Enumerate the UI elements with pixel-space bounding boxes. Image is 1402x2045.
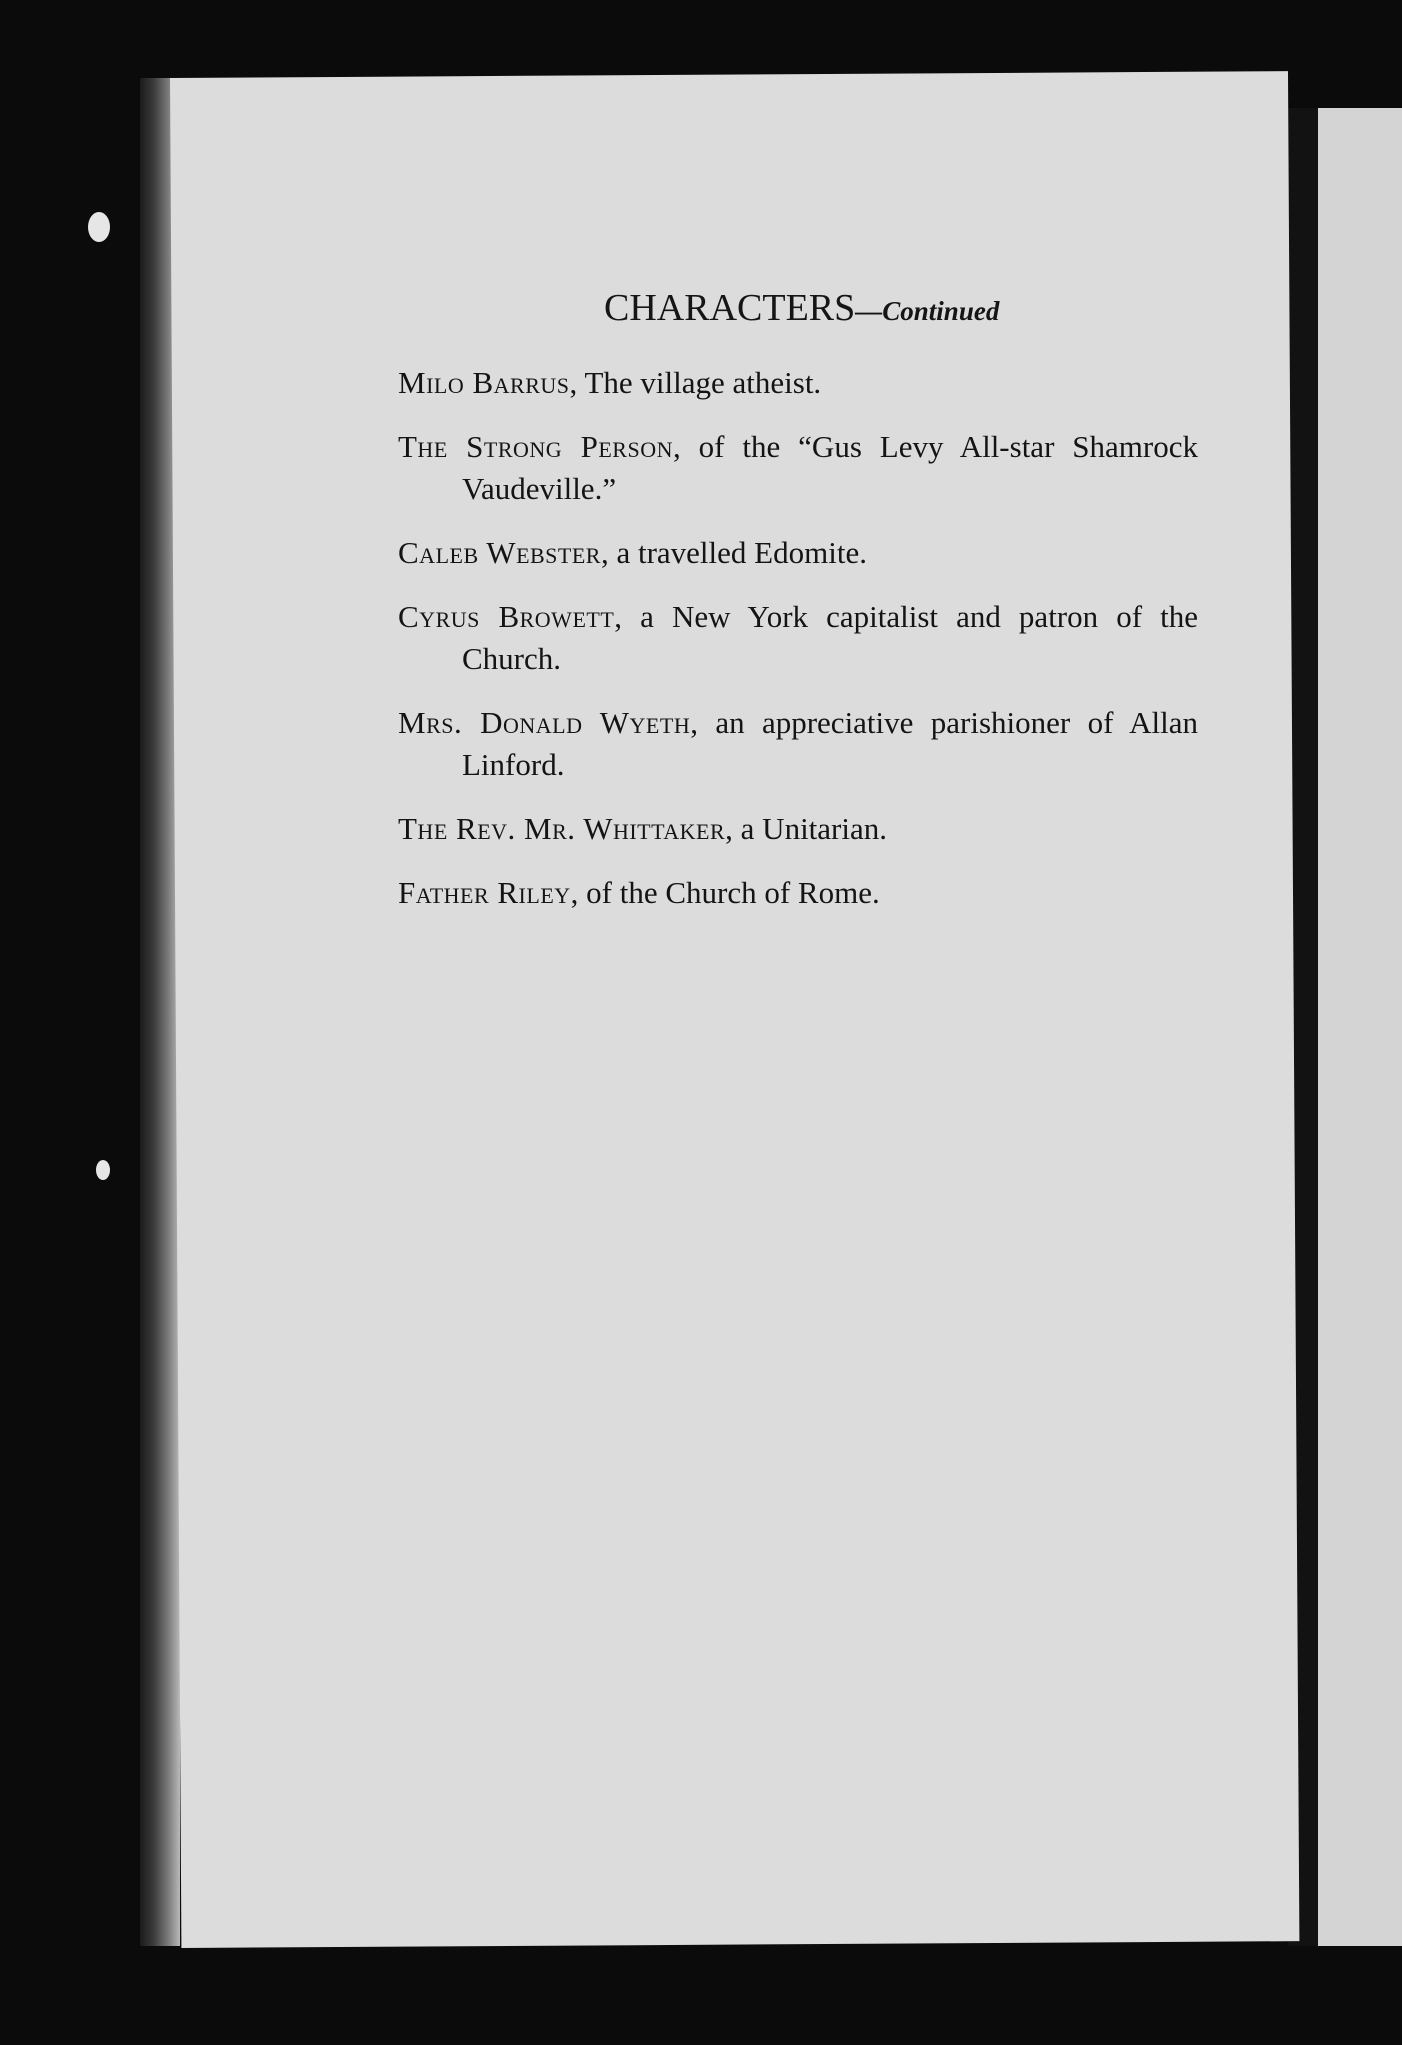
character-description: , a travelled Edomite. <box>600 535 867 570</box>
character-name: Caleb Webster <box>398 535 601 570</box>
scan-speck <box>96 1160 110 1180</box>
scan-speck <box>88 212 110 242</box>
character-description: , an appreciative parishioner of Allan Linford. <box>462 705 1198 782</box>
character-description: , a New York capitalist and patron of the Church. <box>462 599 1198 676</box>
character-description: , The village atheist. <box>569 365 822 400</box>
character-entry <box>398 702 1198 786</box>
character-name: The Rev. Mr. Whittaker <box>398 811 726 846</box>
character-description: , of the “Gus Levy All-star Shamrock Vaudeville.” <box>462 429 1198 506</box>
character-entry <box>398 532 1198 574</box>
character-list <box>398 362 1198 936</box>
character-name: Mrs. Donald Wyeth <box>398 705 691 740</box>
book-page <box>170 71 1299 1948</box>
scan-bottom-margin <box>130 1946 1402 2045</box>
heading-continued: —Continued <box>855 296 1000 326</box>
character-name: Cyrus Browett <box>398 599 615 634</box>
character-entry <box>398 426 1198 510</box>
character-entry <box>398 872 1198 914</box>
character-name: Milo Barrus <box>398 365 570 400</box>
character-name: The Strong Person <box>398 429 673 464</box>
character-entry <box>398 808 1198 850</box>
character-entry <box>398 596 1198 680</box>
character-description: , a Unitarian. <box>725 811 887 846</box>
page-heading <box>604 286 999 330</box>
character-entry <box>398 362 1198 404</box>
character-description: , of the Church of Rome. <box>570 875 880 910</box>
heading-title: CHARACTERS <box>604 287 856 329</box>
facing-page-edge <box>1318 108 1402 1963</box>
character-name: Father Riley <box>398 875 571 910</box>
